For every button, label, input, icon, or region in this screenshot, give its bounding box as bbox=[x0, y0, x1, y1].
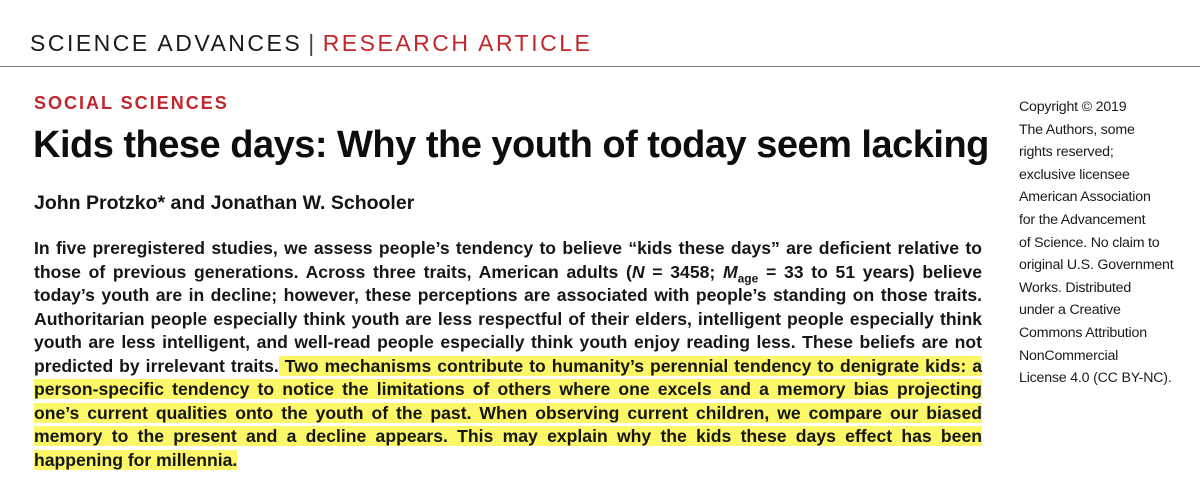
mean-age-subscript: age bbox=[737, 271, 759, 286]
mean-age-symbol: M bbox=[722, 261, 738, 282]
abstract-text-part2: = 33 to 51 years) believe today’s youth are in decline; however, these perceptions are associated with people’s standing on those traits. Authoritarian people especially think youth are less respectful of their elders, intelligent people especially think youth are less intelligent, and well-read people especially think youth enjoy reading less. These beliefs are not predicted by irrelevant traits. bbox=[34, 261, 982, 376]
header-divider bbox=[0, 66, 1200, 67]
abstract bbox=[34, 237, 982, 472]
copyright-notice: Copyright © 2019 The Authors, some rights reserved; exclusive licensee American Association for the Advancement of Science. No claim to original U.S. Government Works. Distributed under a Creative Commons Attribution NonCommercial License 4.0 (CC BY-NC). bbox=[1019, 99, 1174, 387]
sample-size-symbol: N bbox=[631, 261, 645, 282]
header-separator: | bbox=[308, 30, 317, 56]
journal-name: SCIENCE ADVANCES bbox=[30, 30, 303, 56]
article-title: Kids these days: Why the youth of today seem lacking bbox=[33, 124, 989, 166]
section-label: SOCIAL SCIENCES bbox=[34, 93, 229, 113]
journal-header bbox=[30, 26, 592, 60]
sample-size-value: = 3458; bbox=[644, 261, 723, 282]
author-list: John Protzko* and Jonathan W. Schooler bbox=[34, 192, 415, 214]
article-type: RESEARCH ARTICLE bbox=[322, 30, 593, 56]
highlighted-passage: Two mechanisms contribute to humanity’s perennial tendency to denigrate kids: a person-specific tendency to notice the limitations of others where one excels and a memory bias projecting one’s current qualities onto the youth of the past. When observing current children, we compare our biased memory to the present and a decline appears. This may explain why the kids these days effect has been happening for millennia. bbox=[34, 355, 982, 470]
abstract-text-part1: In five preregistered studies, we assess people’s tendency to believe “kids these days” are deficient relative to those of previous generations. Across three traits, American adults ( bbox=[34, 238, 982, 282]
